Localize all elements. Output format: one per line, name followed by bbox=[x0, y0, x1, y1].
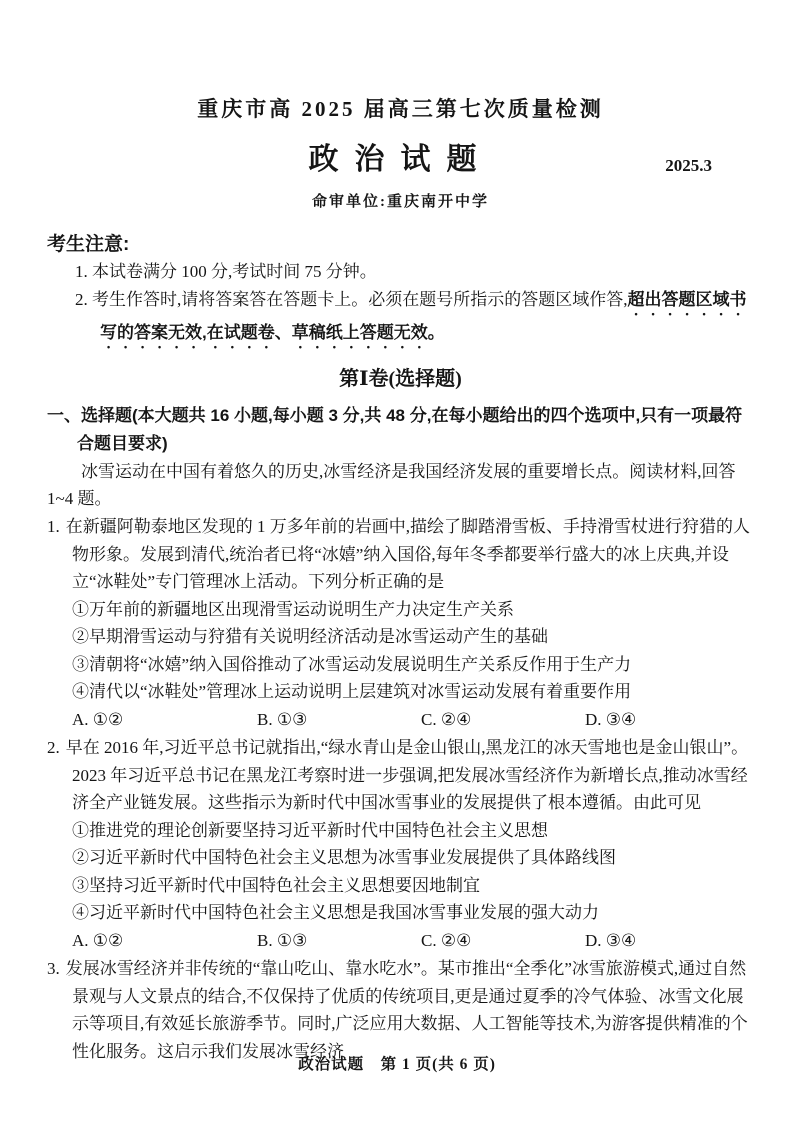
question-1-choice-d: D. ③④ bbox=[585, 709, 637, 729]
question-2-choice-c: C. ②④ bbox=[421, 930, 472, 950]
question-2-text: 早在 2016 年,习近平总书记就指出,“绿水青山是金山银山,黑龙江的冰天雪地也是金山银山”。2023 年习近平总书记在黑龙江考察时进一步强调,把发展冰雪经济作为新增长点,推动冰雪经济全产业链发展。这些指示为新时代中国冰雪事业的发展提供了根本遵循。由此可见 bbox=[65, 738, 749, 812]
section-directions: 一、选择题(本大题共 16 小题,每小题 3 分,共 48 分,在每小题给出的四个选项中,只有一项最符合题目要求) bbox=[47, 406, 743, 453]
question-1-stem bbox=[47, 513, 754, 596]
notice-heading: 考生注意: bbox=[47, 234, 130, 255]
question-2-statement-1: ①推进党的理论创新要坚持习近平新时代中国特色社会主义思想 bbox=[72, 820, 548, 840]
notice-item-2-text: 2. 考生作答时,请将答案答在答题卡上。必须在题号所指示的答题区域作答, bbox=[75, 290, 628, 309]
notice-item-2 bbox=[75, 286, 754, 352]
question-3-text: 发展冰雪经济并非传统的“靠山吃山、靠水吃水”。某市推出“全季化”冰雪旅游模式,通过自然景观与人文景点的结合,不仅保持了优质的传统项目,更是通过夏季的冷气体验、冰雪文化展示等项目,有效延长旅游季节。同时,广泛应用大数据、人工智能等技术,为游客提供精准的个性化服务。这启示我们发展冰雪经济 bbox=[65, 959, 748, 1061]
question-2-statement-2: ②习近平新时代中国特色社会主义思想为冰雪事业发展提供了具体路线图 bbox=[72, 848, 616, 867]
question-1-choice-b: B. ①③ bbox=[257, 709, 308, 729]
question-1-choices bbox=[47, 706, 754, 734]
question-2-statement-3: ③坚持习近平新时代中国特色社会主义思想要因地制宜 bbox=[72, 875, 480, 895]
question-2-choice-d: D. ③④ bbox=[585, 930, 637, 950]
question-2-number: 2. bbox=[47, 738, 60, 757]
question-1-statement-4: ④清代以“冰鞋处”管理冰上运动说明上层建筑对冰雪运动发展有着重要作用 bbox=[72, 682, 632, 701]
question-1-text: 在新疆阿勒泰地区发现的 1 万多年前的岩画中,描绘了脚踏滑雪板、手持滑雪杖进行狩猎的人物形象。发展到清代,统治者已将“冰嬉”纳入国俗,每年冬季都要举行盛大的冰上庆典,并设立“冰鞋处”专门管理冰上活动。下列分析正确的是 bbox=[65, 517, 750, 591]
question-1-choice-a: A. ①② bbox=[72, 709, 124, 729]
question-1-statement-1: ①万年前的新疆地区出现滑雪运动说明生产力决定生产关系 bbox=[72, 599, 514, 619]
question-2-choices bbox=[47, 927, 754, 955]
paper-title-row bbox=[47, 139, 754, 181]
question-3 bbox=[47, 955, 754, 1065]
notice-item-1: 1. 本试卷满分 100 分,考试时间 75 分钟。 bbox=[75, 262, 377, 281]
question-2-choice-b: B. ①③ bbox=[257, 930, 308, 950]
issuer-line: 命审单位:重庆南开中学 bbox=[312, 194, 489, 210]
paper-title: 政治试题 bbox=[308, 143, 493, 176]
question-1-statement-2: ②早期滑雪运动与狩猎有关说明经济活动是冰雪运动产生的基础 bbox=[72, 627, 548, 646]
question-2-stem bbox=[47, 734, 754, 817]
question-1 bbox=[47, 513, 754, 733]
notice-item-2-emphasis: 超出答题区域书写的答案无效,在试题卷、草稿纸上答题无效。 bbox=[100, 290, 747, 342]
question-2 bbox=[47, 734, 754, 954]
section-title: 第Ⅰ卷(选择题) bbox=[339, 368, 462, 390]
question-1-statement-3: ③清朝将“冰嬉”纳入国俗推动了冰雪运动发展说明生产关系反作用于生产力 bbox=[72, 654, 632, 674]
question-3-stem bbox=[47, 955, 754, 1065]
exam-session-title: 重庆市高 2025 届高三第七次质量检测 bbox=[197, 97, 604, 121]
question-3-number: 3. bbox=[47, 959, 60, 978]
notice-section bbox=[47, 232, 754, 352]
page-footer: 政治试题 第 1 页(共 6 页) bbox=[298, 1056, 496, 1073]
material-intro: 冰雪运动在中国有着悠久的历史,冰雪经济是我国经济发展的重要增长点。阅读材料,回答 1~4 题。 bbox=[47, 462, 736, 508]
question-1-number: 1. bbox=[47, 517, 60, 536]
paper-date: 2025.3 bbox=[665, 156, 712, 175]
question-2-statement-4: ④习近平新时代中国特色社会主义思想是我国冰雪事业发展的强大动力 bbox=[72, 903, 599, 922]
question-1-choice-c: C. ②④ bbox=[421, 709, 472, 729]
question-2-choice-a: A. ①② bbox=[72, 930, 124, 950]
